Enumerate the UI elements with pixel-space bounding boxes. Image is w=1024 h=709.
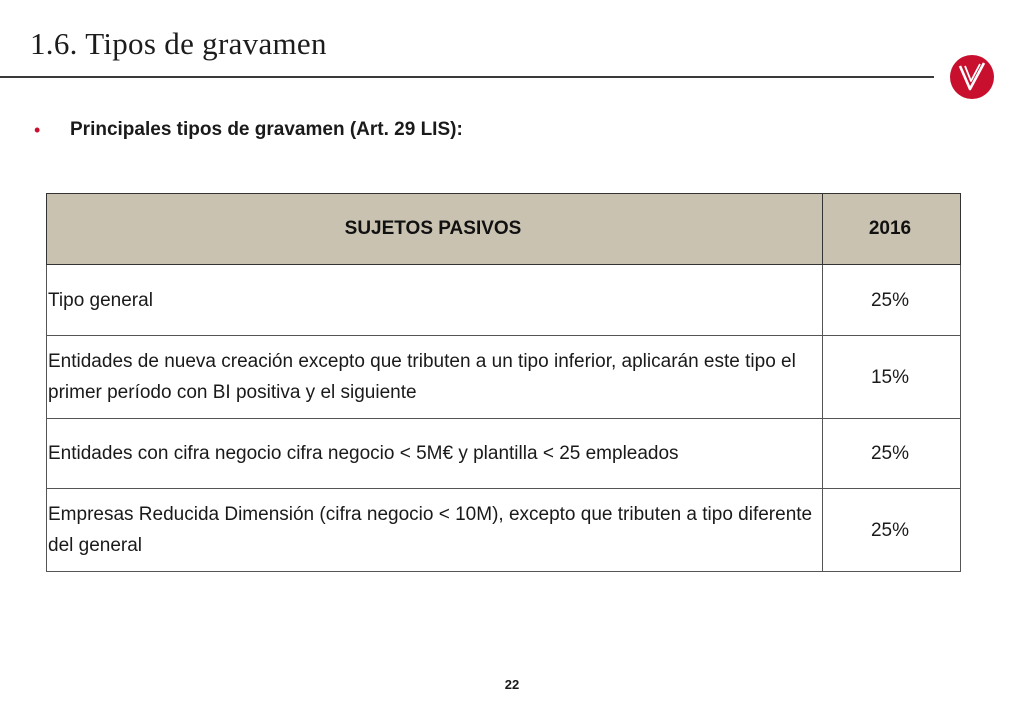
header-subjects: SUJETOS PASIVOS [47, 194, 823, 265]
bullet-item [34, 119, 463, 141]
bullet-dot-icon: • [34, 120, 41, 140]
red-circle-v-logo-icon [949, 54, 995, 100]
table-row [47, 489, 961, 572]
header-year: 2016 [823, 194, 961, 265]
title-divider [0, 76, 934, 78]
row-subject: Tipo general [47, 265, 823, 336]
table-row [47, 419, 961, 489]
row-rate: 15% [823, 336, 961, 419]
row-subject: Entidades de nueva creación excepto que tributen a un tipo inferior, aplicarán este tipo el primer período con BI positiva y el siguiente [47, 336, 823, 419]
table-row [47, 265, 961, 336]
slide-title: 1.6. Tipos de gravamen [30, 26, 327, 61]
row-rate: 25% [823, 265, 961, 336]
page-number: 22 [504, 677, 520, 692]
table-row [47, 336, 961, 419]
row-subject: Entidades con cifra negocio cifra negocio < 5M€ y plantilla < 25 empleados [47, 419, 823, 489]
row-rate: 25% [823, 419, 961, 489]
table-header-row [47, 194, 961, 265]
row-subject: Empresas Reducida Dimensión (cifra negocio < 10M), excepto que tributen a tipo diferente del general [47, 489, 823, 572]
row-rate: 25% [823, 489, 961, 572]
bullet-text: Principales tipos de gravamen (Art. 29 LIS): [70, 119, 463, 140]
tax-rates-table [46, 193, 961, 572]
